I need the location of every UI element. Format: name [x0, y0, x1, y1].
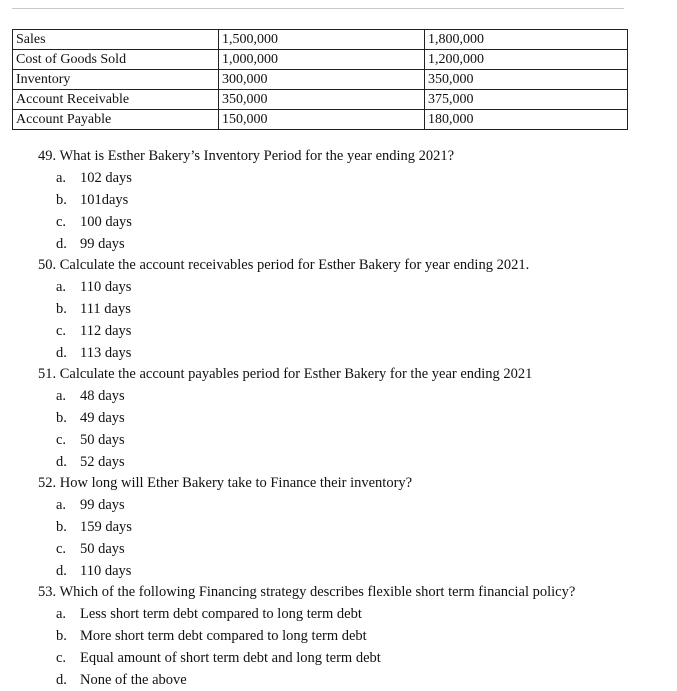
option-d — [56, 560, 668, 582]
answer-options — [38, 603, 668, 691]
option-c — [56, 538, 668, 560]
question-49 — [38, 146, 668, 255]
option-text: 52 days — [80, 454, 125, 470]
option-text: 100 days — [80, 214, 132, 230]
option-letter: d. — [56, 672, 67, 688]
option-text: 111 days — [80, 301, 131, 317]
option-b — [56, 407, 668, 429]
answer-options — [38, 494, 668, 582]
option-d — [56, 669, 668, 691]
option-a — [56, 276, 668, 298]
option-text: 101days — [80, 192, 129, 208]
option-a — [56, 385, 668, 407]
option-b — [56, 516, 668, 538]
option-letter: b. — [56, 410, 67, 426]
answer-options — [38, 276, 668, 364]
option-text: 112 days — [80, 323, 132, 339]
option-letter: c. — [56, 541, 67, 557]
value-2022: 1,800,000 — [425, 30, 628, 50]
value-2021: 150,000 — [219, 110, 425, 130]
row-label: Sales — [13, 30, 219, 50]
financial-data-table — [12, 29, 628, 130]
value-2021: 1,000,000 — [219, 50, 425, 70]
option-letter: d. — [56, 345, 67, 361]
option-text: 50 days — [80, 541, 125, 557]
table-row — [13, 30, 628, 50]
option-letter: b. — [56, 192, 67, 208]
question-stem: 51. Calculate the account payables period for Esther Bakery for the year ending 2021 — [38, 366, 533, 382]
option-text: 110 days — [80, 279, 132, 295]
option-text: 50 days — [80, 432, 125, 448]
option-text: Less short term debt compared to long term debt — [80, 606, 362, 622]
option-a — [56, 167, 668, 189]
top-divider — [12, 8, 624, 9]
table-row — [13, 70, 628, 90]
question-52 — [38, 473, 668, 582]
table-row — [13, 110, 628, 130]
value-2022: 180,000 — [425, 110, 628, 130]
answer-options — [38, 167, 668, 255]
value-2021: 350,000 — [219, 90, 425, 110]
row-label: Inventory — [13, 70, 219, 90]
value-2022: 1,200,000 — [425, 50, 628, 70]
option-a — [56, 494, 668, 516]
option-text: 159 days — [80, 519, 132, 535]
table-row — [13, 50, 628, 70]
option-letter: c. — [56, 650, 67, 666]
answer-options — [38, 385, 668, 473]
option-text: 99 days — [80, 497, 125, 513]
option-letter: d. — [56, 563, 67, 579]
option-text: 49 days — [80, 410, 125, 426]
option-letter: c. — [56, 323, 67, 339]
question-50 — [38, 255, 668, 364]
question-51 — [38, 364, 668, 473]
option-a — [56, 603, 668, 625]
option-letter: a. — [56, 388, 67, 404]
option-c — [56, 320, 668, 342]
question-53 — [38, 582, 668, 691]
option-text: 48 days — [80, 388, 125, 404]
option-d — [56, 342, 668, 364]
option-c — [56, 211, 668, 233]
option-b — [56, 189, 668, 211]
option-letter: a. — [56, 606, 67, 622]
row-label: Cost of Goods Sold — [13, 50, 219, 70]
question-stem: 50. Calculate the account receivables period for Esther Bakery for year ending 2021. — [38, 257, 530, 273]
option-letter: a. — [56, 497, 67, 513]
option-text: 102 days — [80, 170, 132, 186]
option-letter: a. — [56, 170, 67, 186]
option-b — [56, 625, 668, 647]
row-label: Account Receivable — [13, 90, 219, 110]
option-text: None of the above — [80, 672, 187, 688]
question-list — [38, 146, 668, 691]
option-c — [56, 429, 668, 451]
option-letter: b. — [56, 628, 67, 644]
option-letter: d. — [56, 236, 67, 252]
option-text: Equal amount of short term debt and long term debt — [80, 650, 381, 666]
option-text: 110 days — [80, 563, 132, 579]
question-stem: 53. Which of the following Financing strategy describes flexible short term financial policy? — [38, 584, 576, 600]
table-row — [13, 90, 628, 110]
question-stem: 52. How long will Ether Bakery take to Finance their inventory? — [38, 475, 413, 491]
value-2022: 375,000 — [425, 90, 628, 110]
option-text: 99 days — [80, 236, 125, 252]
option-letter: c. — [56, 214, 67, 230]
option-letter: a. — [56, 279, 67, 295]
option-letter: c. — [56, 432, 67, 448]
question-stem: 49. What is Esther Bakery’s Inventory Period for the year ending 2021? — [38, 148, 455, 164]
option-text: More short term debt compared to long term debt — [80, 628, 367, 644]
value-2021: 1,500,000 — [219, 30, 425, 50]
option-c — [56, 647, 668, 669]
option-b — [56, 298, 668, 320]
row-label: Account Payable — [13, 110, 219, 130]
option-letter: b. — [56, 301, 67, 317]
option-d — [56, 451, 668, 473]
option-text: 113 days — [80, 345, 132, 361]
value-2022: 350,000 — [425, 70, 628, 90]
option-d — [56, 233, 668, 255]
value-2021: 300,000 — [219, 70, 425, 90]
option-letter: b. — [56, 519, 67, 535]
option-letter: d. — [56, 454, 67, 470]
